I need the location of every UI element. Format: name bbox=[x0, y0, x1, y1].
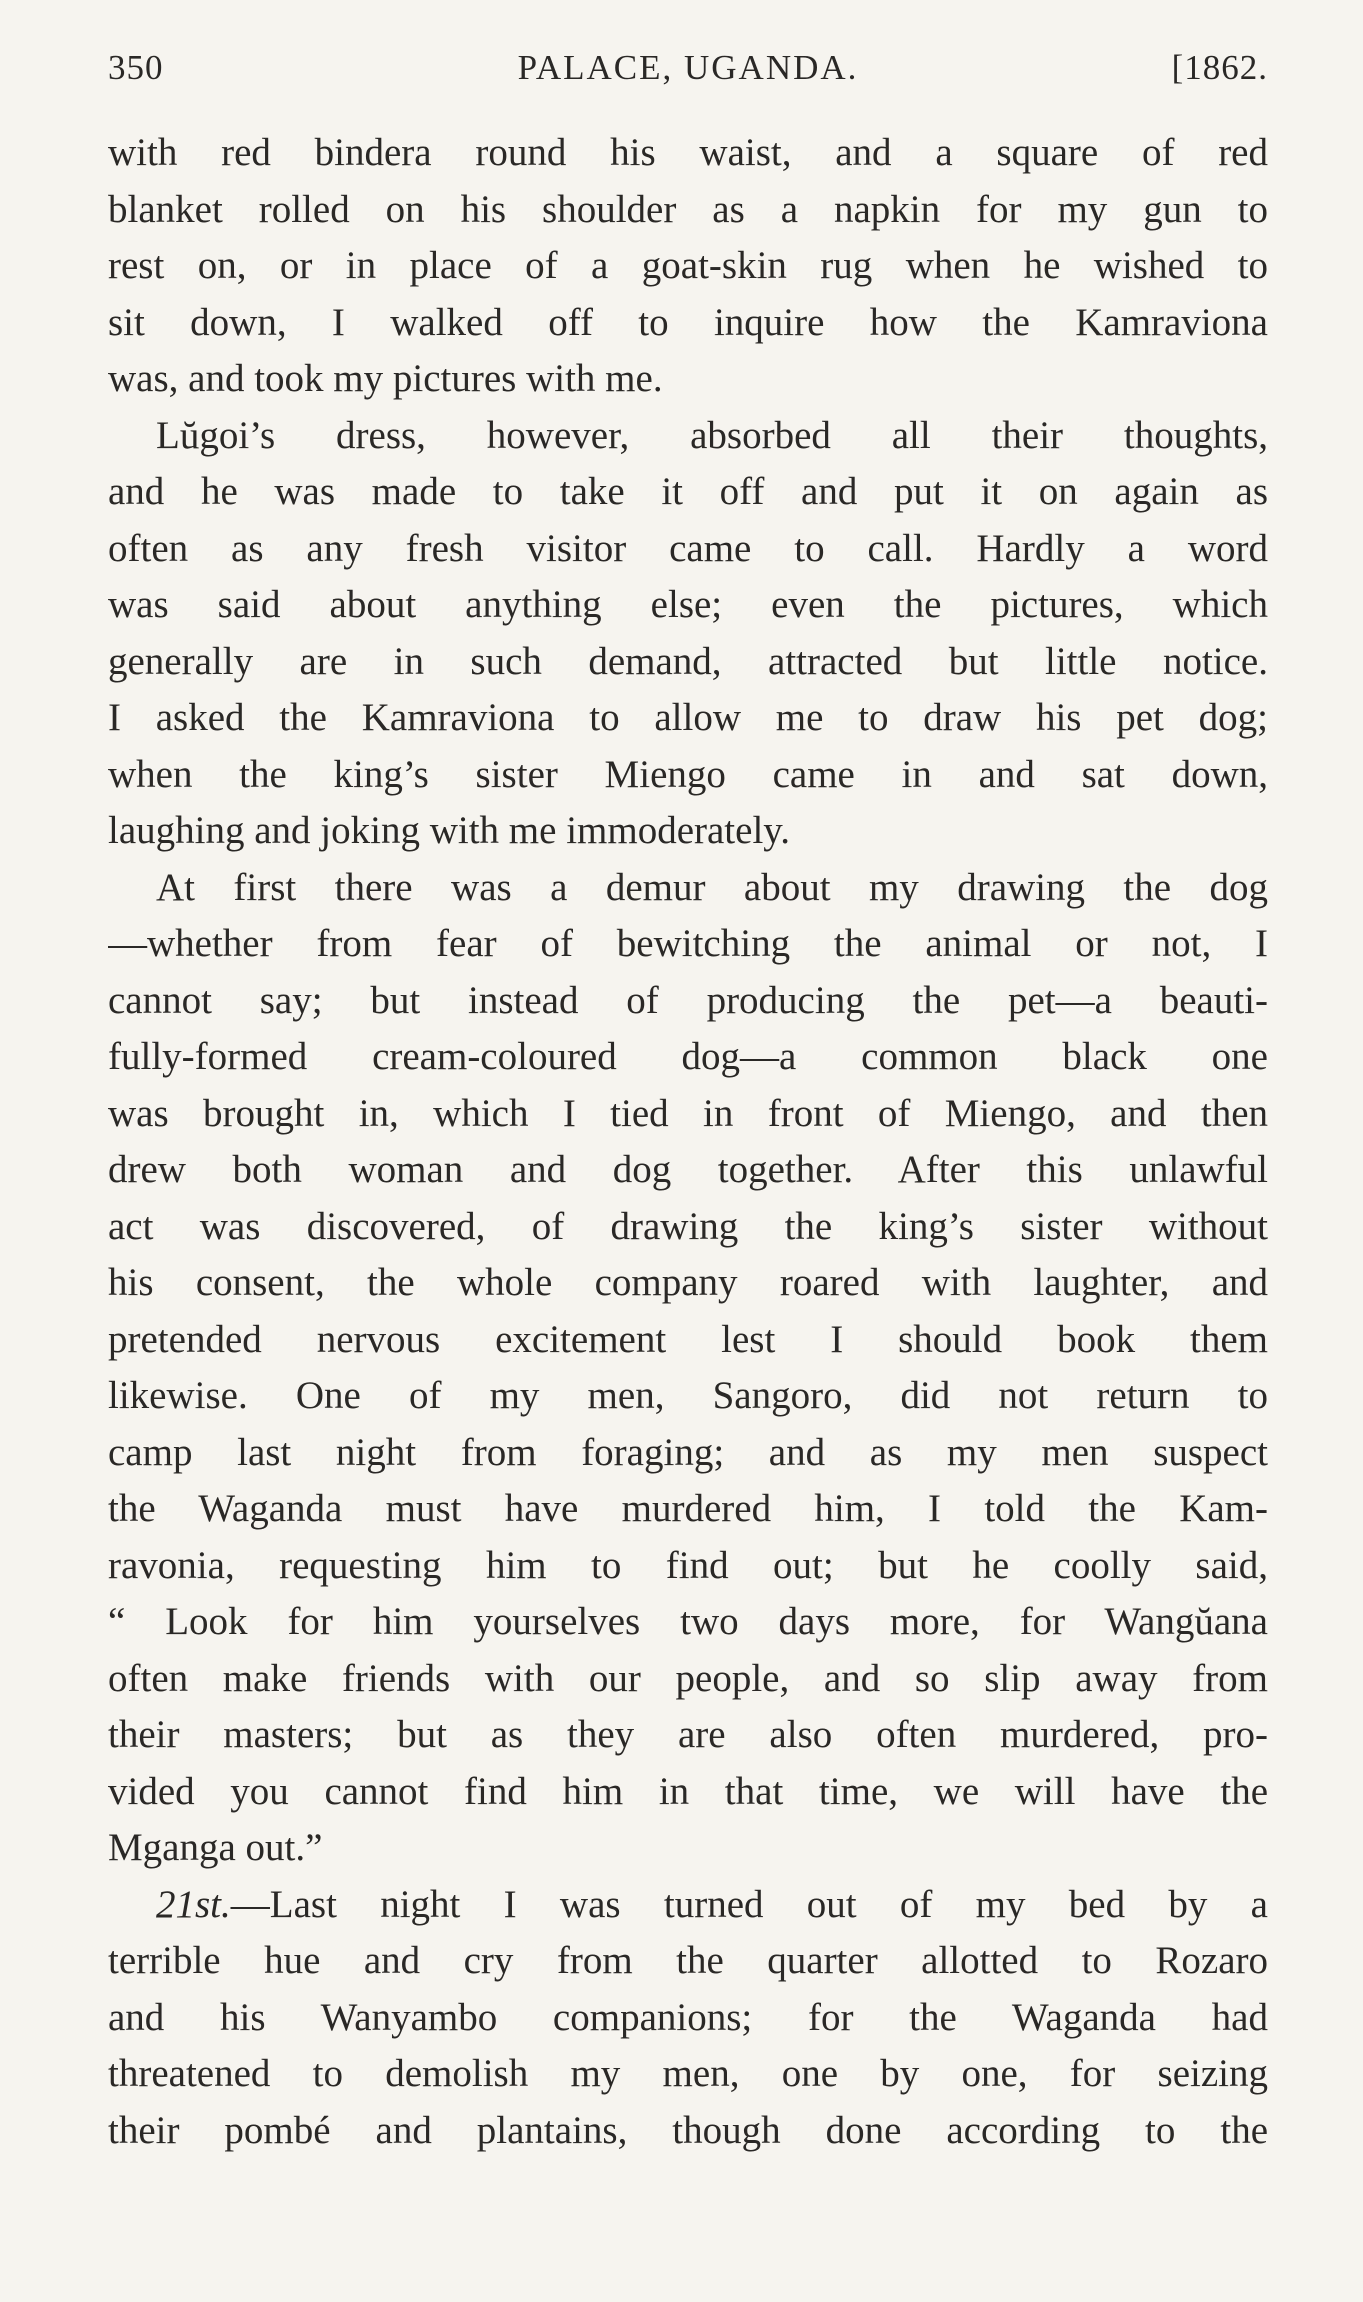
text-line: often as any fresh visitor came to call. Hardly a word bbox=[108, 526, 1268, 570]
text-line: vided you cannot find him in that time, we will have the bbox=[108, 1769, 1268, 1813]
text-line: “ Look for him yourselves two days more, for Wangŭana bbox=[108, 1600, 1268, 1643]
running-title: PALACE, UGANDA. bbox=[517, 48, 859, 87]
text-line: and he was made to take it off and put it on again as bbox=[108, 470, 1268, 513]
text-line: blanket rolled on his shoulder as a napkin for my gun to bbox=[108, 187, 1268, 231]
running-head bbox=[108, 38, 1268, 98]
text-line: rest on, or in place of a goat-skin rug when he wished to bbox=[108, 244, 1268, 287]
entry-text: —Last night I was turned out of my bed by a bbox=[230, 1882, 1268, 1926]
text-line: fully-formed cream-coloured dog—a common black one bbox=[108, 1035, 1268, 1078]
text-line: I asked the Kamraviona to allow me to draw his pet dog; bbox=[108, 696, 1268, 739]
page-number: 350 bbox=[108, 48, 164, 87]
text-line: laughing and joking with me immoderately. bbox=[108, 809, 791, 852]
entry-date: 21st. bbox=[156, 1882, 231, 1926]
paragraph bbox=[108, 408, 1268, 860]
text-line: their pombé and plantains, though done according to the bbox=[108, 2108, 1268, 2152]
text-line: his consent, the whole company roared with laughter, and bbox=[108, 1261, 1268, 1304]
text-line: the Waganda must have murdered him, I told the Kam- bbox=[108, 1487, 1268, 1530]
text-line bbox=[108, 1877, 1268, 1934]
text-line: often make friends with our people, and so slip away from bbox=[108, 1656, 1268, 1700]
text-line: ravonia, requesting him to find out; but he coolly said, bbox=[108, 1543, 1268, 1587]
paragraph bbox=[108, 125, 1268, 408]
text-line: was, and took my pictures with me. bbox=[108, 357, 663, 400]
text-line: sit down, I walked off to inquire how the Kamraviona bbox=[108, 300, 1268, 344]
text-line: was said about anything else; even the pictures, which bbox=[108, 583, 1268, 626]
text-line: their masters; but as they are also often murdered, pro- bbox=[108, 1713, 1268, 1756]
text-line: Lŭgoi’s dress, however, absorbed all their thoughts, bbox=[156, 413, 1268, 457]
body-text bbox=[108, 125, 1268, 2159]
text-line: —whether from fear of bewitching the animal or not, I bbox=[108, 922, 1268, 965]
running-year: [1862. bbox=[1171, 48, 1268, 87]
text-line: terrible hue and cry from the quarter allotted to Rozaro bbox=[108, 1939, 1268, 1982]
text-line: threatened to demolish my men, one by one, for seizing bbox=[108, 2052, 1268, 2095]
text-line: generally are in such demand, attracted but little notice. bbox=[108, 639, 1268, 683]
text-line: drew both woman and dog together. After this unlawful bbox=[108, 1148, 1268, 1191]
text-line: and his Wanyambo companions; for the Waganda had bbox=[108, 1995, 1268, 2039]
text-line: act was discovered, of drawing the king’s sister without bbox=[108, 1204, 1268, 1248]
text-line: At first there was a demur about my drawing the dog bbox=[156, 865, 1268, 909]
text-line: likewise. One of my men, Sangoro, did not return to bbox=[108, 1374, 1268, 1417]
text-line: cannot say; but instead of producing the pet—a beauti- bbox=[108, 978, 1268, 1022]
text-line: was brought in, which I tied in front of Miengo, and then bbox=[108, 1091, 1268, 1135]
paragraph bbox=[108, 860, 1268, 1877]
paragraph-entry-21st bbox=[108, 1877, 1268, 2160]
text-line: when the king’s sister Miengo came in and sat down, bbox=[108, 752, 1268, 796]
text-line: with red bindera round his waist, and a square of red bbox=[108, 131, 1268, 174]
text-line: camp last night from foraging; and as my men suspect bbox=[108, 1430, 1268, 1474]
text-line: pretended nervous excitement lest I should book them bbox=[108, 1317, 1268, 1361]
text-line: Mganga out.” bbox=[108, 1826, 323, 1869]
